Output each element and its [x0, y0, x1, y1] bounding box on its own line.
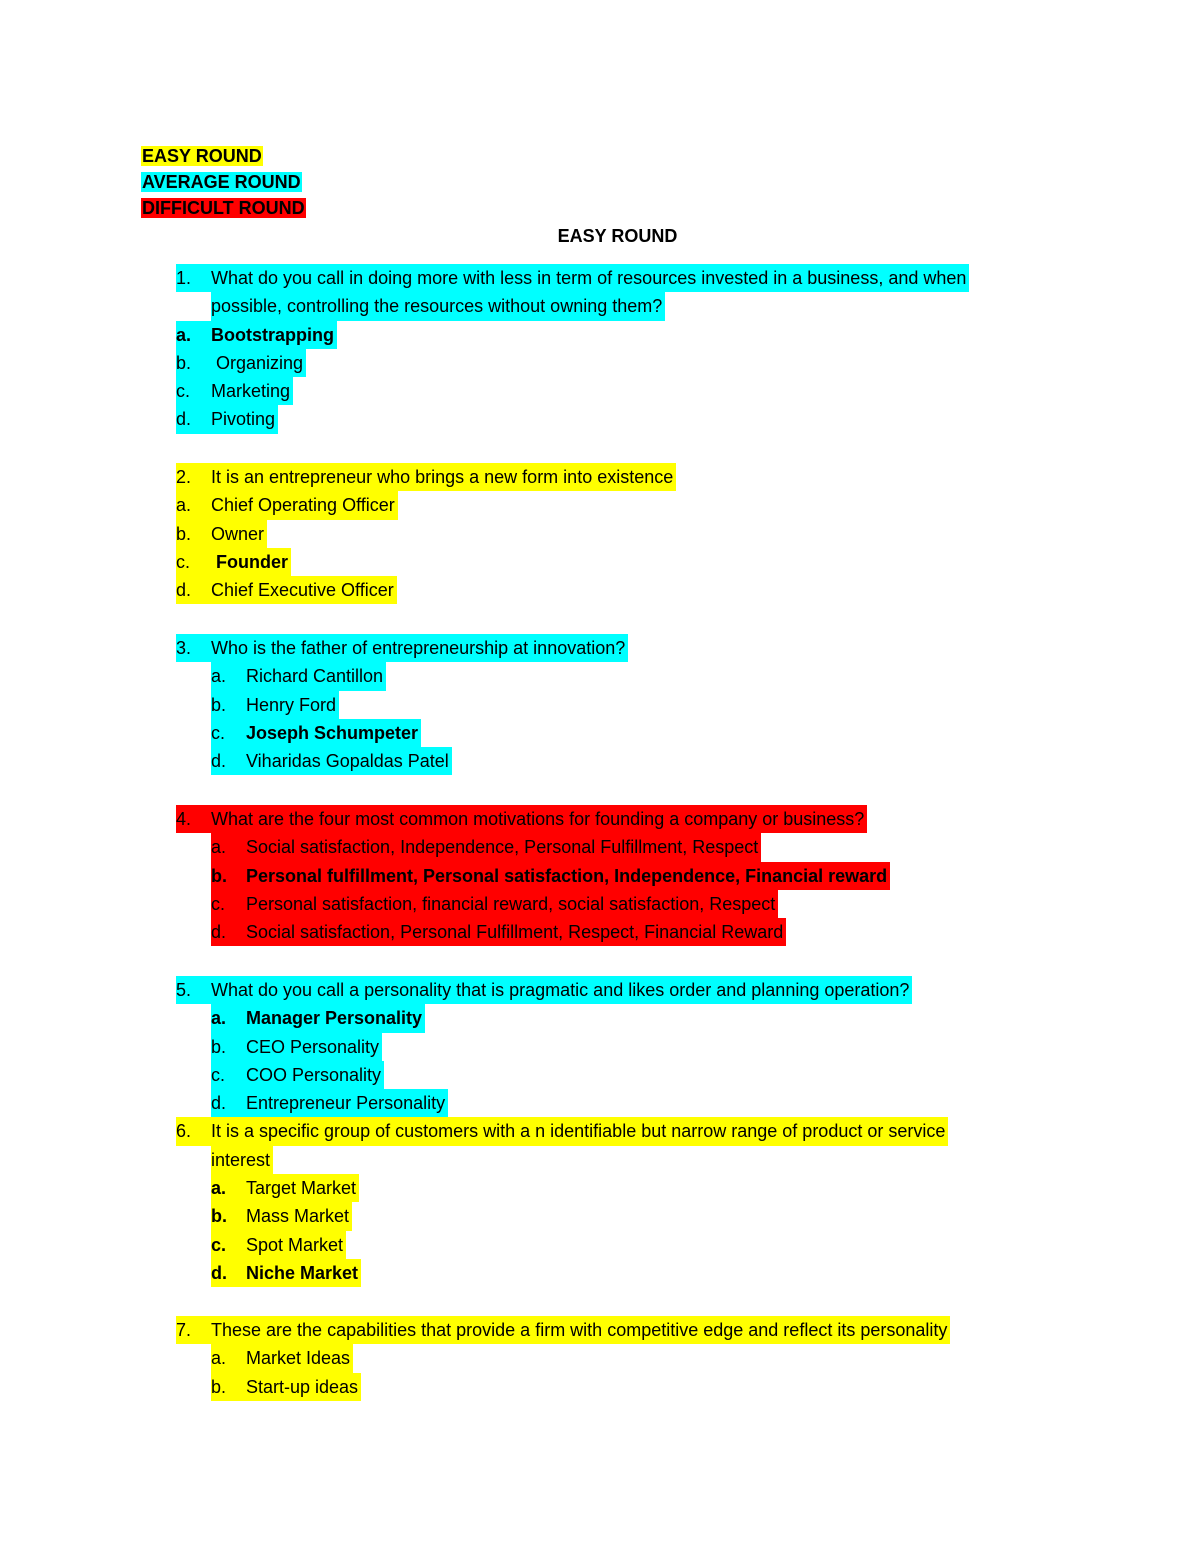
question-text: What are the four most common motivations for founding a company or business?: [211, 809, 865, 829]
option-d: d. Chief Executive Officer: [176, 576, 397, 604]
question-6: [176, 1117, 948, 1287]
option-c: c. Founder: [176, 548, 291, 576]
question-4: [176, 805, 890, 946]
question-text: Who is the father of entrepreneurship at innovation?: [211, 638, 626, 658]
question-text: It is a specific group of customers with a n identifiable but narrow range of product or service: [211, 1121, 946, 1142]
legend-difficult: DIFFICULT ROUND: [142, 198, 305, 218]
option-d: d. Niche Market: [211, 1259, 361, 1287]
question-text-cont: interest: [211, 1146, 273, 1174]
question-number: 7.: [176, 1320, 192, 1340]
question-text: These are the capabilities that provide a firm with competitive edge and reflect its personality: [211, 1320, 948, 1340]
question-number: 2.: [176, 467, 192, 487]
round-title: EASY ROUND: [557, 226, 678, 246]
question-number: 5.: [176, 980, 192, 1000]
round-legend: [141, 143, 306, 221]
option-a: a. Social satisfaction, Independence, Personal Fulfillment, Respect: [211, 833, 761, 861]
option-b: b. Owner: [176, 520, 267, 548]
question-text: What do you call in doing more with less in term of resources invested in a business, and when: [211, 268, 967, 288]
option-c: c. COO Personality: [211, 1061, 384, 1089]
option-c: c. Spot Market: [211, 1231, 346, 1259]
option-b: b. Henry Ford: [211, 691, 339, 719]
question-number: 3.: [176, 638, 192, 658]
option-c: c. Joseph Schumpeter: [211, 719, 421, 747]
option-a: a. Market Ideas: [211, 1344, 353, 1372]
option-b: b. Personal fulfillment, Personal satisfaction, Independence, Financial reward: [211, 862, 890, 890]
option-c: c. Personal satisfaction, financial reward, social satisfaction, Respect: [211, 890, 778, 918]
option-b: b. CEO Personality: [211, 1033, 382, 1061]
option-c: c. Marketing: [176, 377, 293, 405]
option-d: d. Pivoting: [176, 405, 278, 433]
question-5: [176, 976, 948, 1287]
legend-average: AVERAGE ROUND: [142, 172, 301, 192]
question-1: [176, 264, 969, 434]
question-text: It is an entrepreneur who brings a new form into existence: [211, 467, 674, 487]
option-d: d. Viharidas Gopaldas Patel: [211, 747, 452, 775]
option-a: a. Target Market: [211, 1174, 359, 1202]
option-d: d. Entrepreneur Personality: [211, 1089, 448, 1117]
option-b: b. Start-up ideas: [211, 1373, 361, 1401]
question-2: [176, 463, 676, 604]
option-a: a. Bootstrapping: [176, 321, 337, 349]
option-b: b. Mass Market: [211, 1202, 352, 1230]
option-a: a. Manager Personality: [211, 1004, 425, 1032]
question-number: 4.: [176, 809, 192, 829]
legend-easy: EASY ROUND: [142, 146, 262, 166]
question-text: What do you call a personality that is pragmatic and likes order and planning operation?: [211, 980, 910, 1000]
question-number: 1.: [176, 268, 192, 288]
question-7: [176, 1316, 950, 1401]
question-number: 6.: [176, 1121, 192, 1142]
option-b: b. Organizing: [176, 349, 306, 377]
question-3: [176, 634, 628, 775]
option-a: a. Richard Cantillon: [211, 662, 386, 690]
question-text-cont: possible, controlling the resources without owning them?: [211, 292, 665, 320]
option-a: a. Chief Operating Officer: [176, 491, 398, 519]
option-d: d. Social satisfaction, Personal Fulfillment, Respect, Financial Reward: [211, 918, 786, 946]
